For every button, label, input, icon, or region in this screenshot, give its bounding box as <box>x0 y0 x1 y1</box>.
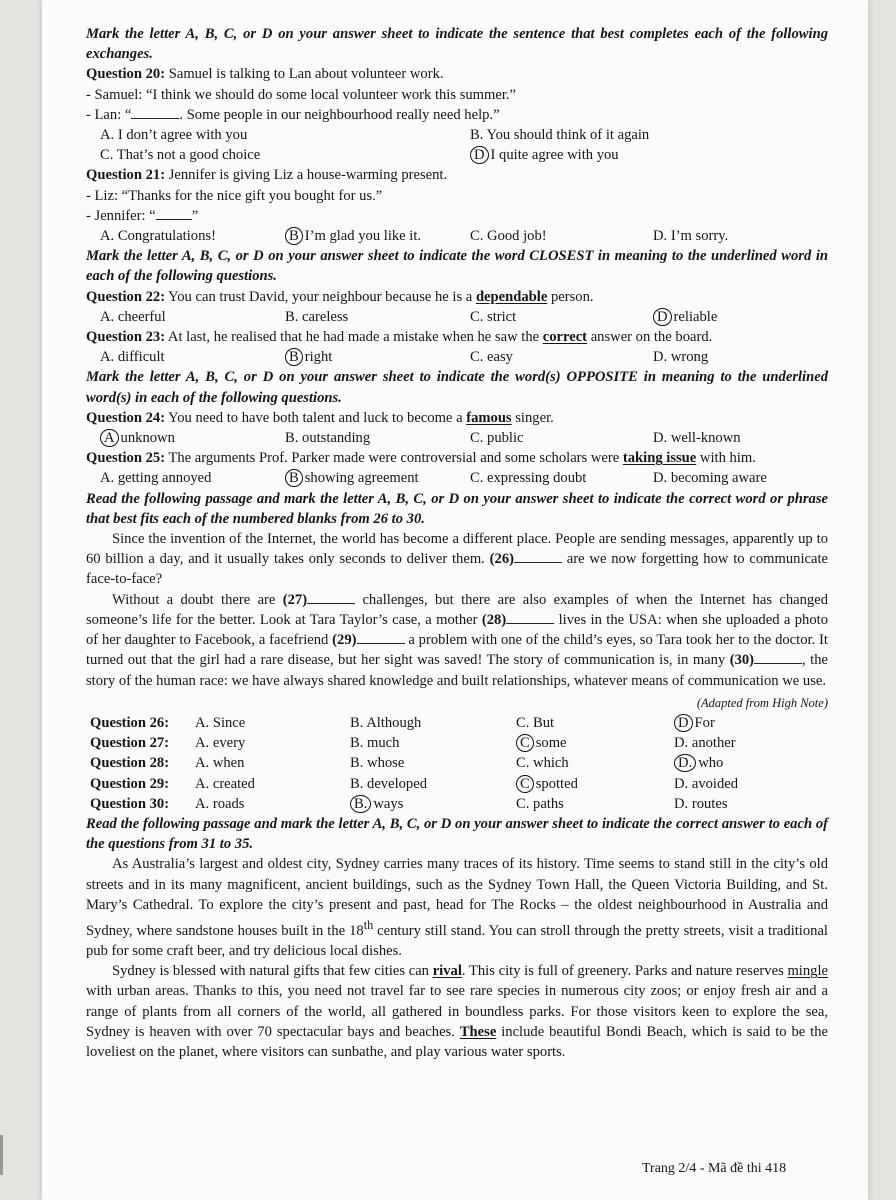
question-label: Question 23: <box>86 329 166 346</box>
underlined-word: correct <box>542 329 588 346</box>
option-b: B right <box>285 347 470 367</box>
option-b: B I’m glad you like it. <box>285 226 470 246</box>
options-24 <box>86 428 828 448</box>
instruction-closest: Mark the letter A, B, C, or D on your answer sheet to indicate the word CLOSEST in meaning to the underlined word in each of the following questions. <box>86 248 828 285</box>
option-d: D. routes <box>674 795 728 812</box>
answer-blank <box>156 207 192 220</box>
answer-circle: C <box>516 775 534 793</box>
option-a: A. Since <box>195 714 246 731</box>
option-b: B. careless <box>285 308 349 325</box>
question-stem: Jennifer is giving Liz a house-warming present. <box>168 167 448 184</box>
option-c: C. easy <box>470 349 513 366</box>
option-c: C. which <box>516 755 569 772</box>
option-c: C. Good job! <box>470 228 547 245</box>
underlined-word: famous <box>466 409 512 426</box>
answer-circle: D <box>470 146 489 164</box>
instruction-opposite: Mark the letter A, B, C, or D on your answer sheet to indicate the word(s) OPPOSITE in meaning to the underlined word(s) in each of the following questions. <box>86 369 828 406</box>
answer-circle: D. <box>674 754 696 772</box>
source-note: (Adapted from High Note) <box>696 695 828 710</box>
option-a: A. difficult <box>100 349 165 366</box>
answer-blank <box>131 106 179 119</box>
question-24: Question 24: You need to have both talent and luck to become a famous singer. <box>86 409 554 426</box>
blank-number: (30) <box>729 652 755 669</box>
option-b: B. You should think of it again <box>470 127 650 144</box>
question-label: Question 25: <box>86 450 166 467</box>
option-b: B. whose <box>350 755 405 772</box>
answer-blank <box>307 591 355 604</box>
answer-circle: D <box>653 308 672 326</box>
blank-number: (29) <box>332 632 357 649</box>
option-d: D. becoming aware <box>653 470 767 487</box>
option-b: B. outstanding <box>285 430 371 447</box>
option-a: A. getting annoyed <box>100 470 212 487</box>
option-d: D. wrong <box>653 349 709 366</box>
option-a: A unknown <box>100 428 285 448</box>
dialogue-line: - Samuel: “I think we should do some local volunteer work this summer.” <box>86 86 517 103</box>
cloze-row-30 <box>86 794 828 814</box>
option-c: C spotted <box>516 774 674 794</box>
answer-circle: B <box>285 227 303 245</box>
option-a: A. cheerful <box>100 308 166 325</box>
options-22 <box>86 307 828 327</box>
dialogue-line: - Lan: “ . Some people in our neighbourhood really need help.” <box>86 106 500 123</box>
question-label: Question 30: <box>90 795 170 812</box>
cloze-row-27 <box>86 733 828 753</box>
underlined-word: rival <box>432 963 462 980</box>
option-b: B. Although <box>350 714 422 731</box>
option-c: C. But <box>516 714 555 731</box>
options-25 <box>86 468 828 488</box>
blank-number: (27) <box>282 591 308 608</box>
option-a: A. Congratulations! <box>100 228 216 245</box>
option-b: B. ways <box>350 794 516 814</box>
underlined-word: taking issue <box>622 450 697 467</box>
passage-paragraph: Without a doubt there are (27) challenges, but there are also examples of when the Internet has changed someone’s life for the better. Look at Tara Taylor’s case, a mother (28) lives in the USA: when she uploaded a photo of her daughter to Facebook, a facefriend (29) a problem with one of the child’s eyes, so Tara took her to the doctor. It turned out that the girl had a rare disease, but her sight was saved! The story of communication is, in many (30) , the story of the human race: we have always shared knowledge and built relationships, whatever means of communication we use. <box>86 591 828 689</box>
option-a: A. when <box>195 755 245 772</box>
answer-circle: A <box>100 429 119 447</box>
dialogue-line: - Jennifer: “ ” <box>86 207 199 224</box>
option-d: D. avoided <box>674 775 739 792</box>
answer-blank <box>514 550 562 563</box>
question-label: Question 24: <box>86 409 166 426</box>
cloze-row-26 <box>86 713 828 733</box>
options-21 <box>86 226 828 246</box>
question-label: Question 21: <box>86 167 166 184</box>
option-d: D. well-known <box>653 430 741 447</box>
option-a: A. every <box>195 735 246 752</box>
question-22: Question 22: You can trust David, your neighbour because he is a dependable person. <box>86 288 594 305</box>
question-label: Question 20: <box>86 66 166 83</box>
passage-paragraph: Sydney is blessed with natural gifts that few cities can rival. This city is full of greenery. Parks and nature reserves mingle with urban areas. Thanks to this, you need not travel far to see rare species in numerous city zoos; or enjoy fresh air and a range of plants from all corners of the world, all gathered in boundless parks. For those visitors keen to explore the sea, Sydney is heaven with over 70 spectacular bays and beaches. These include beautiful Bondi Beach, which is said to be the loveliest on the planet, where visitors can sunbathe, and play various water sports. <box>86 963 828 1061</box>
instruction-cloze: Read the following passage and mark the letter A, B, C, or D on your answer sheet to indicate the correct word or phrase that best fits each of the numbered blanks from 26 to 30. <box>86 490 828 527</box>
answer-blank <box>506 611 554 624</box>
options-23 <box>86 347 828 367</box>
answer-circle: B <box>285 348 303 366</box>
option-a: A. roads <box>195 795 245 812</box>
option-c: C some <box>516 733 674 753</box>
underlined-word: These <box>459 1023 497 1040</box>
option-b: B. much <box>350 735 400 752</box>
question-23: Question 23: At last, he realised that he had made a mistake when he saw the correct answer on the board. <box>86 329 713 346</box>
question-label: Question 27: <box>90 735 170 752</box>
blank-number: (28) <box>481 611 507 628</box>
answer-blank <box>754 651 802 664</box>
option-d: D reliable <box>653 307 842 327</box>
answer-circle: C <box>516 734 534 752</box>
answer-blank <box>357 631 405 644</box>
passage-paragraph: As Australia’s largest and oldest city, Sydney carries many traces of its history. Time seems to stand still in the city’s old streets and in its many magnificent, ancient buildings, such as the Sydney Town Hall, the Queen Victoria Building, and St. Mary’s Cathedral. To explore the city’s present and past, head for The Rocks – the oldest neighbourhood in Australia and Sydney, where sandstone houses built in the 18th century still stand. You can stroll through the pretty streets, visit a traditional pub for some craft beer, and try delicious local dishes. <box>86 856 828 959</box>
cloze-row-28 <box>86 753 828 773</box>
answer-circle: B <box>285 469 303 487</box>
option-c: C. public <box>470 430 524 447</box>
dialogue-line: - Liz: “Thanks for the nice gift you bought for us.” <box>86 187 383 204</box>
option-d: D. another <box>674 735 736 752</box>
question-label: Question 29: <box>90 775 170 792</box>
option-b: B. developed <box>350 775 428 792</box>
answer-circle: B. <box>350 795 371 813</box>
question-25: Question 25: The arguments Prof. Parker made were controversial and some scholars were taking issue with him. <box>86 450 756 467</box>
instruction-exchanges: Mark the letter A, B, C, or D on your answer sheet to indicate the sentence that best completes each of the following exchanges. <box>86 26 828 63</box>
question-stem: Samuel is talking to Lan about volunteer work. <box>168 66 444 83</box>
option-d: D For <box>674 713 832 733</box>
option-a: A. I don’t agree with you <box>100 127 248 144</box>
underlined-word: mingle <box>787 963 828 980</box>
answer-circle: D <box>674 714 693 732</box>
question-label: Question 26: <box>90 714 170 731</box>
question-21 <box>86 165 828 185</box>
blank-number: (26) <box>489 551 514 568</box>
passage-paragraph: Since the invention of the Internet, the world has become a different place. People are sending messages, apparently up to 60 billion a day, and it usually takes only seconds to deliver them. (26) are we now forgetting how to communicate face-to-face? <box>86 531 828 588</box>
option-c: C. expressing doubt <box>470 470 587 487</box>
scan-edge-mark <box>0 1135 3 1175</box>
instruction-reading: Read the following passage and mark the letter A, B, C, or D on your answer sheet to indicate the correct answer to each of the questions from 31 to 35. <box>86 815 828 853</box>
page-footer: Trang 2/4 - Mã đề thi 418 <box>642 1161 787 1176</box>
option-a: A. created <box>195 775 255 792</box>
option-d: D. who <box>674 753 832 773</box>
option-b: B showing agreement <box>285 468 470 488</box>
exam-page <box>42 0 868 1200</box>
underlined-word: dependable <box>475 288 548 305</box>
option-c: C. That’s not a good choice <box>100 147 261 164</box>
page-content <box>86 24 828 1062</box>
option-d: D I quite agree with you <box>470 145 842 165</box>
question-20 <box>86 64 828 84</box>
options-20 <box>86 125 828 165</box>
option-c: C. paths <box>516 795 564 812</box>
cloze-row-29 <box>86 774 828 794</box>
option-c: C. strict <box>470 308 517 325</box>
question-label: Question 22: <box>86 288 166 305</box>
option-d: D. I’m sorry. <box>653 228 729 245</box>
question-label: Question 28: <box>90 755 170 772</box>
